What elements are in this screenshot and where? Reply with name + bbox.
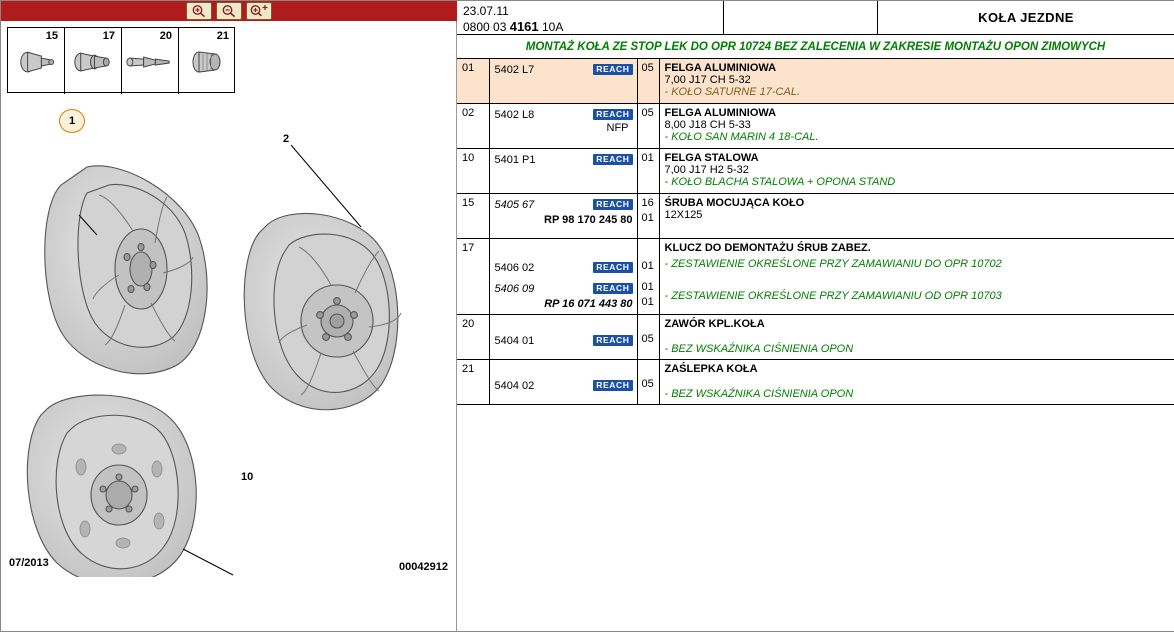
reach-badge: REACH [593,109,632,120]
callout-label-1[interactable] [59,109,85,133]
part-name: ZAŚLEPKA KOŁA [664,363,758,375]
callout-text: 2 [283,133,290,145]
row-references [490,104,637,148]
reach-badge: REACH [593,335,632,346]
callout-text: 10 [241,471,254,483]
part-name: KLUCZ DO DEMONTAŻU ŚRUB ZABEZ. [664,242,871,254]
quantity: 05 [641,333,654,345]
legend-cell-bolt [8,28,65,94]
part-number: 5401 P1 [494,153,536,166]
reach-badge: REACH [593,262,632,273]
row-index: 20 [462,318,475,330]
part-spec: 7,00 J17 H2 5-32 [664,164,749,176]
part-name: ŚRUBA MOCUJĄCA KOŁO [664,197,805,209]
reach-badge: REACH [593,199,632,210]
part-spec: 8,00 J18 CH 5-33 [664,119,751,131]
header-ref-suffix: 10A [538,20,564,34]
small-parts-legend [7,27,235,93]
part-number: 5405 67 [494,198,535,211]
part-number: 5402 L8 [494,108,535,121]
socket-key-icon [65,38,121,92]
part-number: 5402 L7 [494,63,535,76]
row-index: 02 [462,107,475,119]
part-number: 5406 02 [494,261,535,274]
row-description [660,360,1174,403]
quantity: 05 [641,378,654,390]
zoom-in-icon[interactable] [186,2,212,20]
row-references [490,315,637,359]
sheet-date: 07/2013 [9,557,49,569]
bolt-icon [8,38,64,92]
quantity: 16 [641,197,654,209]
part-note: - ZESTAWIENIE OKREŚLONE PRZY ZAMAWIANIU OD OPR 10703 [664,290,1002,302]
parts-table-panel [457,1,1174,631]
reach-badge: REACH [593,380,632,391]
wheel-drawings [1,97,457,577]
reach-badge: REACH [593,283,632,294]
header-ref-prefix: 0800 03 [463,20,510,34]
wheel-illustration [1,97,457,577]
table-row[interactable] [457,239,1174,315]
row-references [490,239,637,314]
part-number: 5404 01 [494,334,535,347]
page-title: KOŁA JEZDNE [978,10,1074,25]
legend-number: 17 [102,30,115,42]
row-references [490,149,637,193]
quantity: 01 [641,281,654,293]
drawing-number: 00042912 [399,561,448,573]
header-date: 23.07.11 [463,4,509,18]
part-note: - KOŁO BLACHA STALOWA + OPONA STAND [664,176,896,188]
row-index: 01 [462,62,475,74]
quantity: 05 [641,62,654,74]
reach-badge: REACH [593,154,632,165]
reach-badge: REACH [593,64,632,75]
document-header [457,1,1174,35]
quantity: 01 [641,260,654,272]
row-references [490,59,637,103]
legend-number: 21 [216,30,229,42]
quantity: 01 [641,152,654,164]
legend-cell-cap [179,28,235,94]
table-row[interactable] [457,59,1174,104]
zoom-fit-icon[interactable] [246,2,272,20]
row-description [660,149,1174,191]
zoom-toolbar [1,1,457,21]
part-note: - BEZ WSKAŹNIKA CIŚNIENIA OPON [664,388,854,400]
row-description [660,315,1174,358]
zoom-out-icon[interactable] [216,2,242,20]
part-note: - ZESTAWIENIE OKREŚLONE PRZY ZAMAWIANIU DO OPR 10702 [664,258,1002,270]
valve-icon [122,38,178,92]
row-index: 17 [462,242,475,254]
part-name: FELGA STALOWA [664,152,759,164]
part-name: FELGA ALUMINIOWA [664,62,777,74]
quantity: 01 [641,296,654,308]
table-row[interactable] [457,315,1174,360]
nfp-flag: NFP [606,122,629,134]
legend-number: 15 [45,30,58,42]
header-ref-number: 4161 [509,19,539,34]
illustration-panel [1,1,457,631]
table-row[interactable] [457,360,1174,405]
part-spec: 7,00 J17 CH 5-32 [664,74,751,86]
callout-label-2 [283,133,289,145]
part-note: - KOŁO SATURNE 17-CAL. [664,86,800,98]
callout-label-10 [241,471,253,483]
row-references [490,360,637,404]
parts-table [457,59,1174,405]
cap-icon [179,38,235,92]
part-number: 5404 02 [494,379,535,392]
part-spec: 12X125 [664,209,703,221]
header-divider-1 [723,1,724,34]
quantity: 01 [641,212,654,224]
table-row[interactable] [457,149,1174,194]
row-description [660,104,1174,146]
row-description [660,59,1174,101]
part-name: FELGA ALUMINIOWA [664,107,777,119]
replacement-part-number: RP 98 170 245 80 [544,213,633,226]
row-description [660,239,1174,305]
part-note: - KOŁO SAN MARIN 4 18-CAL. [664,131,819,143]
table-row[interactable] [457,104,1174,149]
part-name: ZAWÓR KPL.KOŁA [664,318,765,330]
header-reference [463,19,563,34]
part-number: 5406 09 [494,282,535,295]
row-index: 15 [462,197,475,209]
row-index: 10 [462,152,475,164]
row-references [490,194,637,238]
callout-text: 1 [68,115,76,127]
replacement-part-number: RP 16 071 443 80 [544,297,633,310]
legend-number: 20 [159,30,172,42]
table-row[interactable] [457,194,1174,239]
assembly-notice: MONTAŻ KOŁA ZE STOP LEK DO OPR 10724 BEZ ZALECENIA W ZAKRESIE MONTAŻU OPON ZIMOWYCH [457,35,1174,59]
row-description [660,194,1174,224]
quantity: 05 [641,107,654,119]
part-note: - BEZ WSKAŹNIKA CIŚNIENIA OPON [664,343,854,355]
legend-cell-valve [122,28,179,94]
legend-cell-socket-key [65,28,122,94]
row-index: 21 [462,363,475,375]
